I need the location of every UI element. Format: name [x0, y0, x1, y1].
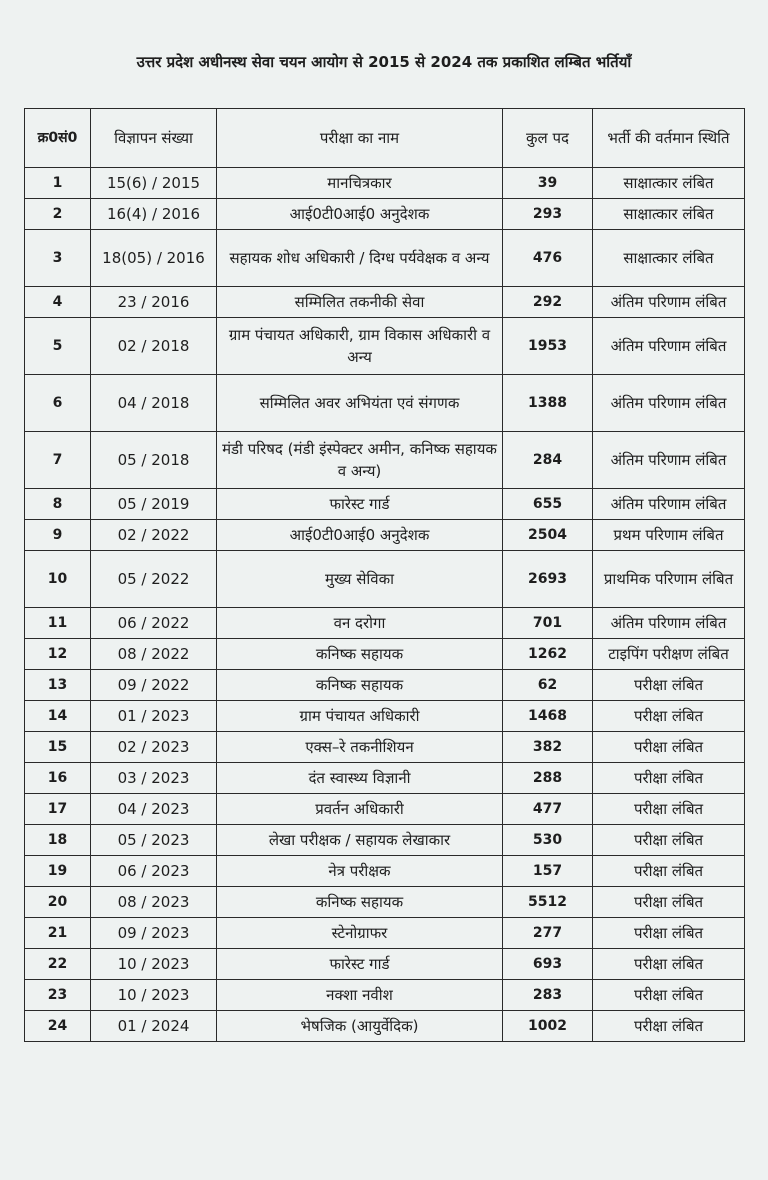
posts-cell: 293 [503, 199, 593, 230]
serial-cell: 15 [25, 732, 91, 763]
posts-cell: 476 [503, 230, 593, 287]
status-cell: परीक्षा लंबित [593, 670, 745, 701]
advert-cell: 16(4) / 2016 [91, 199, 217, 230]
serial-cell: 8 [25, 489, 91, 520]
status-cell: परीक्षा लंबित [593, 949, 745, 980]
table-row [25, 887, 745, 918]
exam-name-cell: ग्राम पंचायत अधिकारी, ग्राम विकास अधिकारी व अन्य [217, 318, 503, 375]
exam-name-cell: लेखा परीक्षक / सहायक लेखाकार [217, 825, 503, 856]
advert-cell: 06 / 2022 [91, 608, 217, 639]
status-cell: प्रथम परिणाम लंबित [593, 520, 745, 551]
status-cell: परीक्षा लंबित [593, 732, 745, 763]
exam-name-cell: ग्राम पंचायत अधिकारी [217, 701, 503, 732]
serial-cell: 5 [25, 318, 91, 375]
exam-name-cell: प्रवर्तन अधिकारी [217, 794, 503, 825]
table-row [25, 763, 745, 794]
advert-cell: 09 / 2023 [91, 918, 217, 949]
serial-cell: 14 [25, 701, 91, 732]
serial-cell: 20 [25, 887, 91, 918]
header-status: भर्ती की वर्तमान स्थिति [593, 109, 745, 168]
table-row [25, 199, 745, 230]
posts-cell: 1002 [503, 1011, 593, 1042]
posts-cell: 693 [503, 949, 593, 980]
posts-cell: 655 [503, 489, 593, 520]
exam-name-cell: स्टेनोग्राफर [217, 918, 503, 949]
advert-cell: 03 / 2023 [91, 763, 217, 794]
exam-name-cell: मंडी परिषद (मंडी इंस्पेक्टर अमीन, कनिष्क सहायक व अन्य) [217, 432, 503, 489]
advert-cell: 05 / 2018 [91, 432, 217, 489]
status-cell: अंतिम परिणाम लंबित [593, 318, 745, 375]
header-exam: परीक्षा का नाम [217, 109, 503, 168]
posts-cell: 39 [503, 168, 593, 199]
posts-cell: 284 [503, 432, 593, 489]
table-row [25, 230, 745, 287]
table-row [25, 918, 745, 949]
advert-cell: 02 / 2018 [91, 318, 217, 375]
advert-cell: 08 / 2023 [91, 887, 217, 918]
exam-name-cell: कनिष्क सहायक [217, 670, 503, 701]
posts-cell: 292 [503, 287, 593, 318]
posts-cell: 283 [503, 980, 593, 1011]
exam-name-cell: कनिष्क सहायक [217, 639, 503, 670]
recruitment-table [24, 108, 745, 1042]
table-row [25, 639, 745, 670]
advert-cell: 18(05) / 2016 [91, 230, 217, 287]
status-cell: परीक्षा लंबित [593, 980, 745, 1011]
serial-cell: 23 [25, 980, 91, 1011]
serial-cell: 9 [25, 520, 91, 551]
status-cell: परीक्षा लंबित [593, 701, 745, 732]
table-row [25, 856, 745, 887]
page-title: उत्तर प्रदेश अधीनस्थ सेवा चयन आयोग से 2015 से 2024 तक प्रकाशित लम्बित भर्तियाँ [136, 53, 632, 71]
status-cell: परीक्षा लंबित [593, 918, 745, 949]
status-cell: प्राथमिक परिणाम लंबित [593, 551, 745, 608]
advert-cell: 04 / 2023 [91, 794, 217, 825]
serial-cell: 7 [25, 432, 91, 489]
advert-cell: 23 / 2016 [91, 287, 217, 318]
status-cell: अंतिम परिणाम लंबित [593, 432, 745, 489]
table-row [25, 168, 745, 199]
status-cell: अंतिम परिणाम लंबित [593, 375, 745, 432]
advert-cell: 15(6) / 2015 [91, 168, 217, 199]
exam-name-cell: सम्मिलित अवर अभियंता एवं संगणक [217, 375, 503, 432]
status-cell: अंतिम परिणाम लंबित [593, 489, 745, 520]
advert-cell: 02 / 2022 [91, 520, 217, 551]
table-row [25, 949, 745, 980]
table-row [25, 825, 745, 856]
header-posts: कुल पद [503, 109, 593, 168]
serial-cell: 10 [25, 551, 91, 608]
header-advert: विज्ञापन संख्या [91, 109, 217, 168]
advert-cell: 05 / 2023 [91, 825, 217, 856]
advert-cell: 10 / 2023 [91, 949, 217, 980]
serial-cell: 11 [25, 608, 91, 639]
exam-name-cell: आई0टी0आई0 अनुदेशक [217, 199, 503, 230]
serial-cell: 16 [25, 763, 91, 794]
status-cell: साक्षात्कार लंबित [593, 230, 745, 287]
table-row [25, 794, 745, 825]
status-cell: परीक्षा लंबित [593, 887, 745, 918]
posts-cell: 2693 [503, 551, 593, 608]
advert-cell: 01 / 2024 [91, 1011, 217, 1042]
table-row [25, 318, 745, 375]
serial-cell: 21 [25, 918, 91, 949]
advert-cell: 04 / 2018 [91, 375, 217, 432]
posts-cell: 1953 [503, 318, 593, 375]
header-serial: क्र0सं0 [25, 109, 91, 168]
table-row [25, 670, 745, 701]
exam-name-cell: एक्स–रे तकनीशियन [217, 732, 503, 763]
exam-name-cell: नेत्र परीक्षक [217, 856, 503, 887]
advert-cell: 05 / 2019 [91, 489, 217, 520]
status-cell: अंतिम परिणाम लंबित [593, 287, 745, 318]
posts-cell: 701 [503, 608, 593, 639]
exam-name-cell: आई0टी0आई0 अनुदेशक [217, 520, 503, 551]
status-cell: साक्षात्कार लंबित [593, 168, 745, 199]
table-row [25, 701, 745, 732]
exam-name-cell: दंत स्वास्थ्य विज्ञानी [217, 763, 503, 794]
status-cell: परीक्षा लंबित [593, 763, 745, 794]
table-row [25, 489, 745, 520]
status-cell: परीक्षा लंबित [593, 794, 745, 825]
table-row [25, 732, 745, 763]
exam-name-cell: फारेस्ट गार्ड [217, 489, 503, 520]
advert-cell: 09 / 2022 [91, 670, 217, 701]
serial-cell: 3 [25, 230, 91, 287]
exam-name-cell: मानचित्रकार [217, 168, 503, 199]
advert-cell: 02 / 2023 [91, 732, 217, 763]
posts-cell: 1468 [503, 701, 593, 732]
serial-cell: 17 [25, 794, 91, 825]
posts-cell: 288 [503, 763, 593, 794]
posts-cell: 382 [503, 732, 593, 763]
serial-cell: 6 [25, 375, 91, 432]
exam-name-cell: सम्मिलित तकनीकी सेवा [217, 287, 503, 318]
status-cell: परीक्षा लंबित [593, 825, 745, 856]
serial-cell: 4 [25, 287, 91, 318]
table-row [25, 980, 745, 1011]
exam-name-cell: वन दरोगा [217, 608, 503, 639]
table-body [25, 168, 745, 1042]
table-row [25, 520, 745, 551]
table-header-row [25, 109, 745, 168]
exam-name-cell: नक्शा नवीश [217, 980, 503, 1011]
posts-cell: 2504 [503, 520, 593, 551]
advert-cell: 06 / 2023 [91, 856, 217, 887]
serial-cell: 1 [25, 168, 91, 199]
table-row [25, 1011, 745, 1042]
posts-cell: 477 [503, 794, 593, 825]
advert-cell: 05 / 2022 [91, 551, 217, 608]
serial-cell: 24 [25, 1011, 91, 1042]
posts-cell: 157 [503, 856, 593, 887]
serial-cell: 13 [25, 670, 91, 701]
table-row [25, 608, 745, 639]
exam-name-cell: कनिष्क सहायक [217, 887, 503, 918]
advert-cell: 01 / 2023 [91, 701, 217, 732]
serial-cell: 18 [25, 825, 91, 856]
advert-cell: 08 / 2022 [91, 639, 217, 670]
exam-name-cell: मुख्य सेविका [217, 551, 503, 608]
status-cell: टाइपिंग परीक्षण लंबित [593, 639, 745, 670]
table-row [25, 551, 745, 608]
posts-cell: 1262 [503, 639, 593, 670]
serial-cell: 19 [25, 856, 91, 887]
exam-name-cell: सहायक शोध अधिकारी / दिग्ध पर्यवेक्षक व अन्य [217, 230, 503, 287]
status-cell: परीक्षा लंबित [593, 1011, 745, 1042]
table-row [25, 432, 745, 489]
exam-name-cell: फारेस्ट गार्ड [217, 949, 503, 980]
serial-cell: 12 [25, 639, 91, 670]
posts-cell: 62 [503, 670, 593, 701]
status-cell: साक्षात्कार लंबित [593, 199, 745, 230]
posts-cell: 277 [503, 918, 593, 949]
status-cell: परीक्षा लंबित [593, 856, 745, 887]
serial-cell: 22 [25, 949, 91, 980]
posts-cell: 530 [503, 825, 593, 856]
table-row [25, 375, 745, 432]
posts-cell: 1388 [503, 375, 593, 432]
status-cell: अंतिम परिणाम लंबित [593, 608, 745, 639]
posts-cell: 5512 [503, 887, 593, 918]
advert-cell: 10 / 2023 [91, 980, 217, 1011]
table-row [25, 287, 745, 318]
serial-cell: 2 [25, 199, 91, 230]
exam-name-cell: भेषजिक (आयुर्वेदिक) [217, 1011, 503, 1042]
